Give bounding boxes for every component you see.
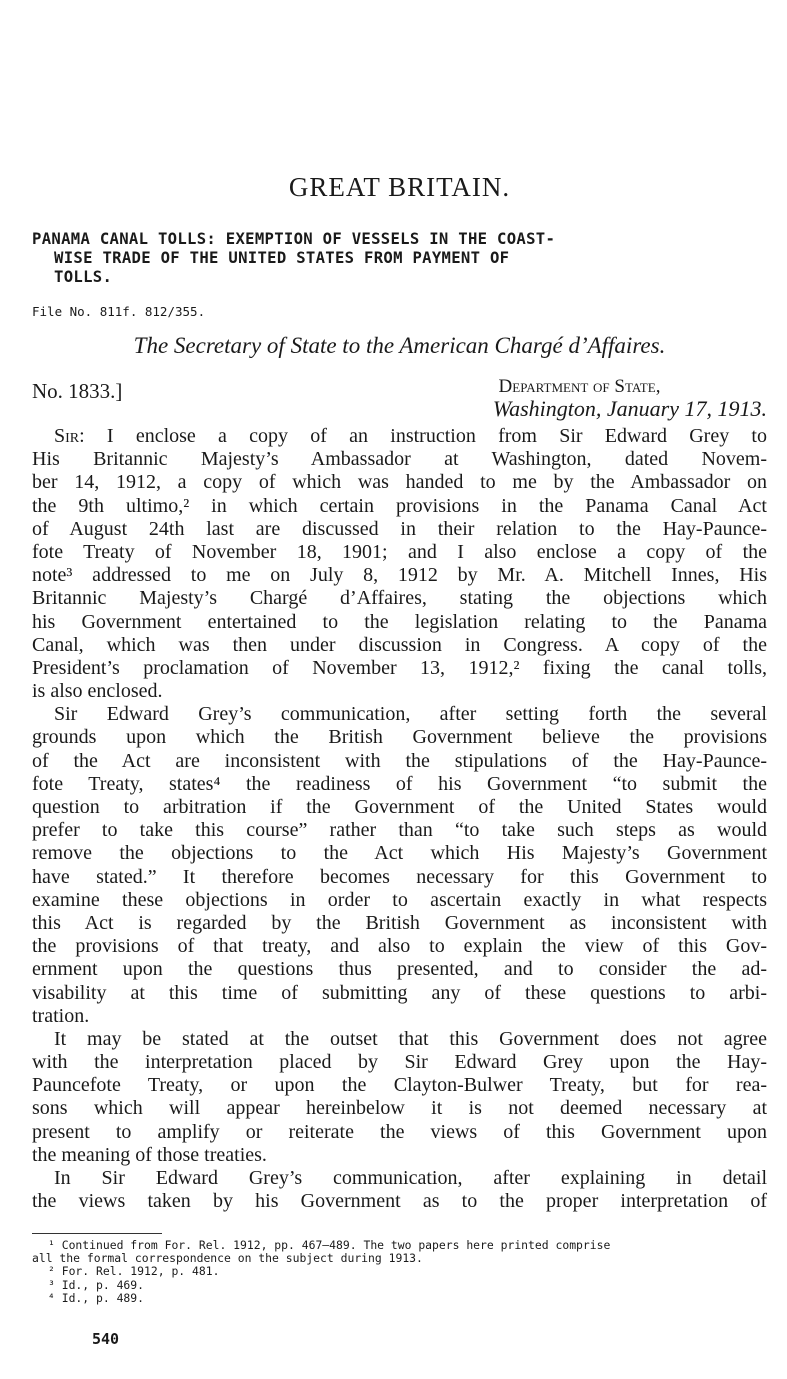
body-line: the provisions of that treaty, and also to explain the view of this Gov- [32,935,767,958]
body-line: In Sir Edward Grey’s communication, after explaining in detail [54,1167,767,1189]
subject-heading [32,230,767,287]
subject-line: PANAMA CANAL TOLLS: EXEMPTION OF VESSELS IN THE COAST- [32,230,556,248]
body-line: Sir: I enclose a copy of an instruction from Sir Edward Grey to [54,425,767,447]
body-line: remove the objections to the Act which His Majesty’s Government [32,842,767,865]
body-line: his Government entertained to the legislation relating to the Panama [32,610,767,633]
body-line: this Act is regarded by the British Government as inconsistent with [32,911,767,934]
body-line: present to amplify or reiterate the views of this Government upon [32,1120,767,1143]
file-number: File No. 811f. 812/355. [32,304,206,319]
footnote-line: ³ Id., p. 469. [48,1277,145,1292]
body-line: His Britannic Majesty’s Ambassador at Washington, dated Novem- [32,448,767,471]
body-line: of the Act are inconsistent with the stipulations of the Hay-Paunce- [32,749,767,772]
body-line: fote Treaty of November 18, 1901; and I also enclose a copy of the [32,540,767,563]
body-line: Sir Edward Grey’s communication, after setting forth the several [54,703,767,726]
body-line: It may be stated at the outset that this Government does not agree [54,1027,767,1050]
letter-body [32,425,767,1213]
body-line: grounds upon which the British Government believe the provisions [32,726,767,749]
document-number: No. 1833.] [32,379,123,403]
body-line: the 9th ultimo,² in which certain provisions in the Panama Canal Act [32,494,767,517]
body-line: tration. [32,1004,90,1027]
subject-line: WISE TRADE OF THE UNITED STATES FROM PAYMENT OF [54,249,510,267]
body-line: ber 14, 1912, a copy of which was handed to me by the Ambassador on [32,471,767,494]
dateline: Washington, January 17, 1913. [492,396,767,421]
body-line: is also enclosed. [32,680,163,703]
body-line: have stated.” It therefore becomes necessary for this Government to [32,865,767,888]
footnotes [32,1239,767,1305]
salutation: Sir [54,425,80,447]
footnote-line: all the formal correspondence on the subject during 1913. [32,1251,423,1266]
body-line: fote Treaty, states⁴ the readiness of his Government “to submit the [32,772,767,795]
body-line: note³ addressed to me on July 8, 1912 by Mr. A. Mitchell Innes, His [32,564,767,587]
body-line: sons which will appear hereinbelow it is not deemed necessary at [32,1097,767,1120]
document-page [32,0,767,1379]
footnote-line: ² For. Rel. 1912, p. 481. [48,1264,220,1279]
body-line: Canal, which was then under discussion in Congress. A copy of the [32,633,767,656]
footnote-line: ¹ Continued from For. Rel. 1912, pp. 467–489. The two papers here printed comprise [48,1238,611,1252]
body-line: ernment upon the questions thus presented, and to consider the ad- [32,958,767,981]
body-line: Britannic Majesty’s Chargé d’Affaires, stating the objections which [32,587,767,610]
body-line: question to arbitration if the Government of the United States would [32,796,767,818]
department-name: Department of State, [498,376,661,397]
body-line: of August 24th last are discussed in their relation to the Hay-Paunce- [32,517,767,540]
footnote-divider [32,1233,162,1234]
body-line: prefer to take this course” rather than “to take such steps as would [32,819,767,842]
body-line: President’s proclamation of November 13, 1912,² fixing the canal tolls, [32,656,767,679]
body-line: the views taken by his Government as to the proper interpretation of [32,1190,767,1213]
footnote-line: ⁴ Id., p. 489. [48,1290,145,1305]
body-line: examine these objections in order to ascertain exactly in what respects [32,888,767,911]
subject-line: TOLLS. [54,268,113,286]
body-line: visability at this time of submitting any of these questions to arbi- [32,981,767,1004]
letter-heading: The Secretary of State to the American Chargé d’Affaires. [133,333,666,358]
body-line: the meaning of those treaties. [32,1143,267,1166]
body-line: Pauncefote Treaty, or upon the Clayton-Bulwer Treaty, but for rea- [32,1074,767,1097]
page-number: 540 [92,1330,120,1348]
body-line: with the interpretation placed by Sir Edward Grey upon the Hay- [32,1051,767,1074]
page-title: GREAT BRITAIN. [288,172,511,202]
